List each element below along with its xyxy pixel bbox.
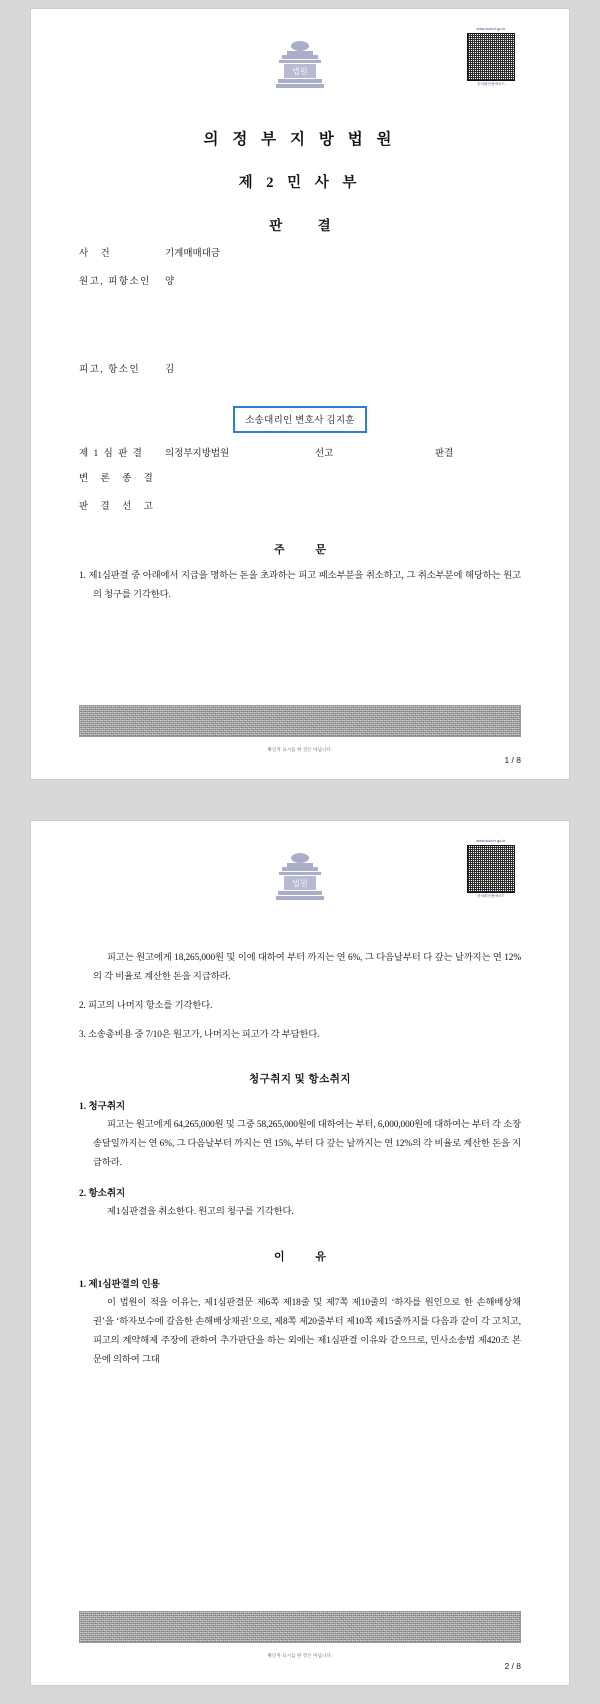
document-title: 판 결 bbox=[269, 218, 347, 233]
appeal-body: 제1심판결을 취소한다. 원고의 청구를 기각한다. bbox=[107, 1207, 294, 1217]
footer-note-page2: 확인자 표시를 한 것은 아닙니다. bbox=[267, 1653, 333, 1658]
svg-text:법원: 법원 bbox=[292, 67, 308, 76]
page-number-page2: 2 / 8 bbox=[504, 1661, 521, 1671]
first-instance-court: 의정부지방법원 bbox=[165, 449, 230, 459]
footer-note-page1: 확인자 표시를 한 것은 아닙니다. bbox=[267, 747, 333, 752]
reason-head: 1. 제1심판결의 인용 bbox=[79, 1280, 160, 1290]
qr-code-icon bbox=[467, 33, 515, 81]
document-page-1 bbox=[30, 8, 570, 780]
department-title: 제 2 민 사 부 bbox=[238, 175, 362, 191]
redaction-bar-page1 bbox=[79, 705, 521, 737]
first-instance-pronounce: 선고 bbox=[315, 449, 334, 459]
field-sentencing-label: 판 결 선 고 bbox=[79, 502, 158, 512]
field-case-label: 사 건 bbox=[79, 249, 115, 259]
order-section-title: 주 문 bbox=[273, 544, 340, 556]
order-item-1: 1. 제1심판결 중 아래에서 지급을 명하는 돈을 초과하는 피고 패소부분을 취소하고, 그 취소부분에 해당하는 원고의 청구를 기각한다. bbox=[79, 571, 521, 600]
qr-block bbox=[461, 839, 521, 899]
order-item-2: 2. 피고의 나머지 항소를 기각한다. bbox=[79, 1001, 213, 1011]
first-instance-row bbox=[79, 445, 521, 459]
reason-section-title: 이 유 bbox=[273, 1251, 340, 1263]
field-closing bbox=[79, 471, 521, 487]
page2-header bbox=[79, 839, 521, 913]
claims-section-title: 청구취지 및 항소취지 bbox=[248, 1074, 352, 1085]
field-case-value: 기계매매대금 bbox=[165, 249, 221, 259]
field-defendant bbox=[79, 362, 521, 378]
field-closing-label: 변 론 종 결 bbox=[79, 474, 158, 484]
field-plaintiff-label: 원고, 피항소인 bbox=[79, 277, 151, 287]
qr-block bbox=[461, 27, 521, 87]
document-page-2 bbox=[30, 820, 570, 1686]
court-emblem-icon bbox=[274, 849, 326, 905]
page1-header bbox=[79, 27, 521, 101]
document-viewer bbox=[0, 8, 600, 1704]
field-plaintiff bbox=[79, 274, 521, 290]
claim-head: 1. 청구취지 bbox=[79, 1102, 126, 1112]
first-instance-result: 판결 bbox=[435, 449, 454, 459]
redaction-bar-page2 bbox=[79, 1611, 521, 1643]
reason-body: 이 법원이 적을 이유는, 제1심판결문 제6쪽 제18줄 및 제7쪽 제10줄의 ‘하자를 원인으로 한 손해배상채권’을 ‘하자보수에 갈음한 손해배상채권’으로, 제8쪽 제20줄부터 제10쪽 제15줄까지를 다음과 같이 각 고치고, 피고의 계약해제 주장에 관하여 추가판단을 하는 외에는 제1심판결 이유와 같으므로, 민사소송법 제420조 본문에 의하여 그대 bbox=[93, 1298, 521, 1365]
qr-caption: 문서확인용바코드 bbox=[477, 82, 505, 86]
appeal-head: 2. 항소취지 bbox=[79, 1189, 126, 1199]
qr-url-text: www.scourt.go.kr bbox=[476, 27, 506, 31]
field-defendant-value: 김 bbox=[165, 365, 175, 375]
field-case bbox=[79, 246, 521, 262]
attorney-highlight-box[interactable]: 소송대리인 변호사 김지훈 bbox=[233, 406, 367, 433]
first-instance-label: 제 1 심 판 결 bbox=[79, 449, 144, 459]
field-plaintiff-value: 양 bbox=[165, 277, 175, 287]
page-number-page1: 1 / 8 bbox=[504, 755, 521, 765]
claim-body: 피고는 원고에게 64,265,000원 및 그중 58,265,000원에 대하여는 부터, 6,000,000원에 대하여는 부터 각 소장 송달일까지는 연 6%, 그 다음날부터 까지는 연 15%, 부터 다 갚는 날까지는 연 12%의 각 비율로 계산한 돈을 지급하라. bbox=[93, 1120, 521, 1168]
field-sentencing bbox=[79, 499, 521, 515]
qr-caption: 문서확인용바코드 bbox=[477, 894, 505, 898]
page-separator bbox=[0, 780, 600, 800]
order-item-1-continued: 피고는 원고에게 18,265,000원 및 이에 대하여 부터 까지는 연 6%, 그 다음날부터 다 갚는 날까지는 연 12%의 각 비율로 계산한 돈을 지급하라. bbox=[93, 953, 521, 982]
qr-code-icon bbox=[467, 845, 515, 893]
court-title: 의 정 부 지 방 법 원 bbox=[203, 131, 397, 148]
attorney-highlight-wrap bbox=[79, 406, 521, 433]
order-item-3: 3. 소송총비용 중 7/10은 원고가, 나머지는 피고가 각 부담한다. bbox=[79, 1030, 320, 1040]
field-defendant-label: 피고, 항소인 bbox=[79, 365, 141, 375]
court-emblem-icon bbox=[274, 37, 326, 93]
qr-url-text: www.scourt.go.kr bbox=[476, 839, 506, 843]
svg-text:법원: 법원 bbox=[292, 879, 308, 888]
